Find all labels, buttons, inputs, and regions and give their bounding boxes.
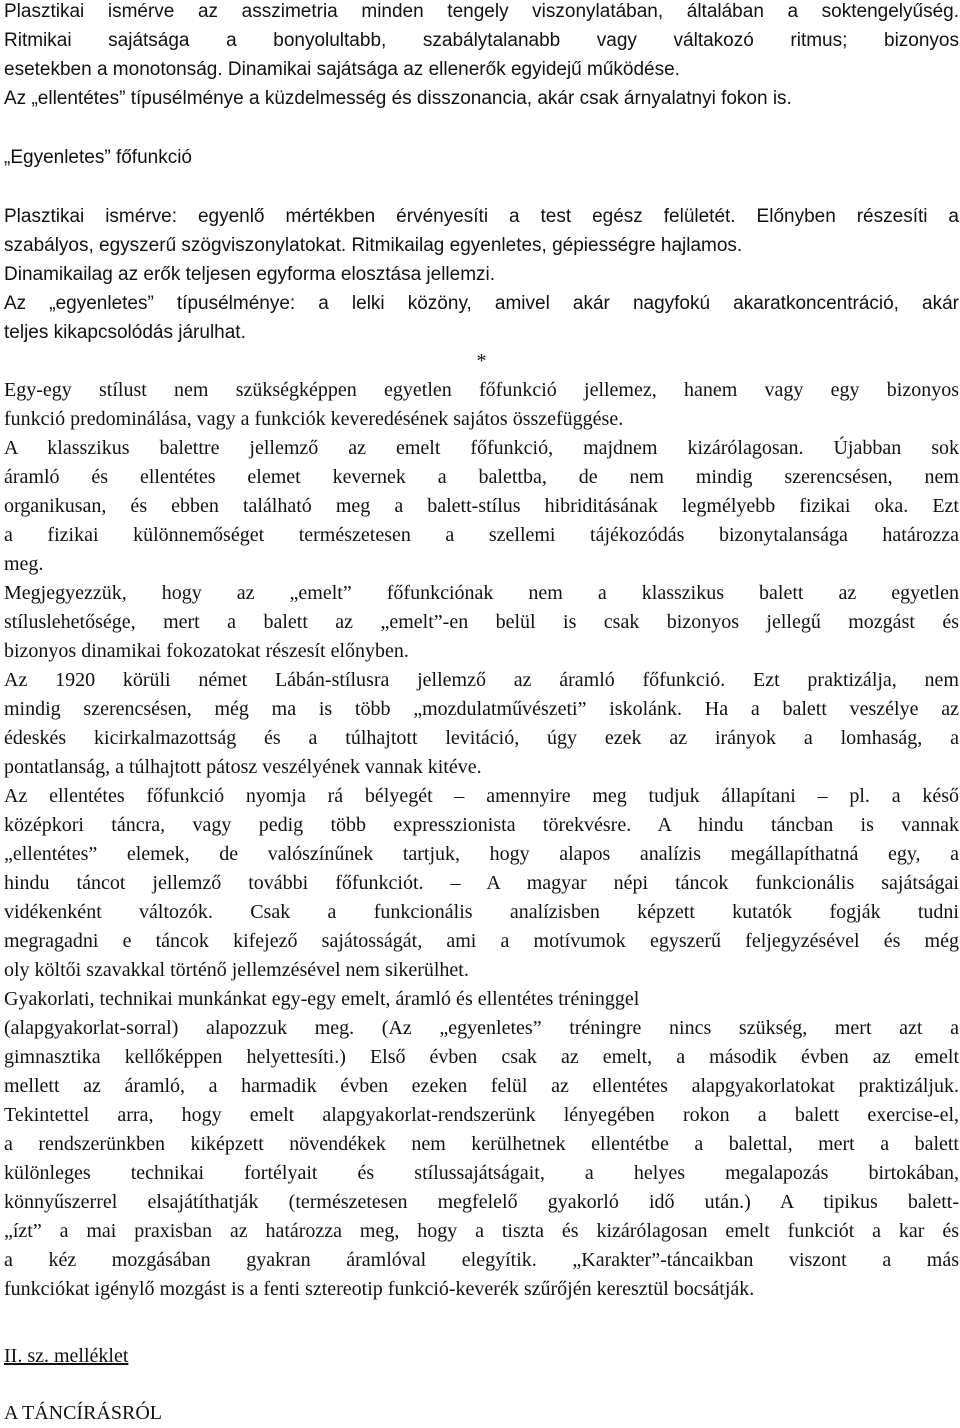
text-line: esetekben a monotonság. Dinamikai sajátsága az ellenerők egyidejű működése. — [4, 59, 680, 80]
text-line: bizonyos dinamikai fokozatokat részesít előnyben. — [4, 640, 409, 662]
text-line: hindu táncot jellemző további főfunkciót. – A magyar népi táncok funkcionális sajátságai — [4, 872, 959, 894]
text-line: (alapgyakorlat-sorral) alapozzuk meg. (Az „egyenletes” tréningre nincs szükség, mert azt a — [4, 1017, 959, 1039]
text-line: áramló és ellentétes elemet kevernek a balettba, de nem mindig szerencsésen, nem — [4, 466, 959, 488]
text-line: Tekintettel arra, hogy emelt alapgyakorlat-rendszerünk lényegében rokon a balett exercise-el, — [4, 1104, 959, 1126]
section-separator: * — [476, 350, 487, 372]
text-line: „ízt” a mai praxisban az határozza meg, hogy a tiszta és kizárólagosan emelt funkciót a kar és — [4, 1220, 959, 1242]
text-line: meg. — [4, 553, 44, 575]
text-line: a fizikai különnemőséget természetesen a szellemi tájékozódás bizonytalansága határozza — [4, 524, 959, 546]
text-line: vidékenként változók. Csak a funkcionális analízisben képzett kutatók fogják tudni — [4, 901, 959, 923]
text-line: Az 1920 körüli német Lábán-stílusra jellemző az áramló főfunkció. Ezt praktizálja, nem — [4, 669, 959, 691]
text-line: a kéz mozgásában gyakran áramlóval elegyítik. „Karakter”-táncaikban viszont a más — [4, 1249, 959, 1271]
text-line: organikusan, és ebben található meg a balett-stílus hibriditásának legmélyebb fizikai oka. Ezt — [4, 495, 959, 517]
appendix-label: II. sz. melléklet — [4, 1345, 129, 1367]
text-line: Az ellentétes főfunkció nyomja rá bélyegét – amennyire meg tudjuk állapítani – pl. a késő — [4, 785, 959, 807]
text-line: szabályos, egyszerű szögviszonylatokat. Ritmikailag egyenletes, gépiességre hajlamos. — [4, 235, 743, 256]
text-line: oly költői szavakkal történő jellemzésével nem sikerülhet. — [4, 959, 469, 981]
text-line: mellett az áramló, a harmadik évben ezeken felül az ellentétes alapgyakorlatokat praktizáljuk. — [4, 1075, 959, 1097]
text-line: Plasztikai ismérve az asszimetria minden tengely viszonylatában, általában a soktengelyűség. — [4, 1, 959, 22]
text-line: Plasztikai ismérve: egyenlő mértékben érvényesíti a test egész felületét. Előnyben részesíti a — [4, 206, 959, 227]
text-line: Megjegyezzük, hogy az „emelt” főfunkciónak nem a klasszikus balett az egyetlen — [4, 582, 959, 604]
text-line: gimnasztika kellőképpen helyettesíti.) Első évben csak az emelt, a második évben az emelt — [4, 1046, 959, 1068]
text-line: Egy-egy stílust nem szükségképpen egyetlen főfunkció jellemez, hanem vagy egy bizonyos — [4, 379, 959, 401]
text-line: Ritmikai sajátsága a bonyolultabb, szabálytalanabb vagy váltakozó ritmus; bizonyos — [4, 30, 959, 51]
text-line: mindig szerencsésen, még ma is több „mozdulatművészeti” iskolánk. Ha a balett veszélye az — [4, 698, 959, 720]
text-line: funkciókat igénylő mozgást is a fenti sztereotip funkció-keverék szűrőjén keresztül bocsátják. — [4, 1278, 755, 1300]
text-line: Gyakorlati, technikai munkánkat egy-egy emelt, áramló és ellentétes tréninggel — [4, 988, 640, 1010]
text-line: különleges technikai fortélyait és stílussajátságait, a helyes megalapozás birtokában, — [4, 1162, 959, 1184]
section-heading: „Egyenletes” főfunkció — [4, 147, 192, 168]
text-line: A klasszikus balettre jellemző az emelt főfunkció, majdnem kizárólagosan. Újabban sok — [4, 437, 959, 459]
text-line: középkori táncra, vagy pedig több expresszionista törekvésre. A hindu táncban is vannak — [4, 814, 959, 836]
text-line: a rendszerünkben kiképzett növendékek nem kerülhetnek ellentétbe a balettal, mert a balett — [4, 1133, 959, 1155]
text-line: stíluslehetősége, mert a balett az „emelt”-en belül is csak bizonyos jellegű mozgást és — [4, 611, 959, 633]
text-line: funkció predominálása, vagy a funkciók keveredésének sajátos összefüggése. — [4, 408, 624, 430]
section-title: A TÁNCÍRÁSRÓL — [4, 1402, 162, 1424]
text-line: könnyűszerrel elsajátíthatják (természetesen megfelelő gyakorló idő után.) A tipikus balett- — [4, 1191, 959, 1213]
text-line: Az „ellentétes” típusélménye a küzdelmesség és disszonancia, akár csak árnyalatnyi fokon is. — [4, 88, 792, 109]
text-line: Dinamikailag az erők teljesen egyforma elosztása jellemzi. — [4, 264, 496, 285]
text-line: pontatlanság, a túlhajtott pátosz veszélyének vannak kitéve. — [4, 756, 482, 778]
text-line: teljes kikapcsolódás járulhat. — [4, 322, 246, 343]
text-line: édeskés kicirkalmazottság és a túlhajtott levitáció, úgy ezek az irányok a lomhaság, a — [4, 727, 959, 749]
text-line: megragadni e táncok kifejező sajátosságát, ami a motívumok egyszerű feljegyzésével és még — [4, 930, 959, 952]
text-line: Az „egyenletes” típusélménye: a lelki közöny, amivel akár nagyfokú akaratkoncentráció, akár — [4, 293, 959, 314]
text-line: „ellentétes” elemek, de valószínűnek tartjuk, hogy alapos analízis megállapíthatná egy, a — [4, 843, 959, 865]
